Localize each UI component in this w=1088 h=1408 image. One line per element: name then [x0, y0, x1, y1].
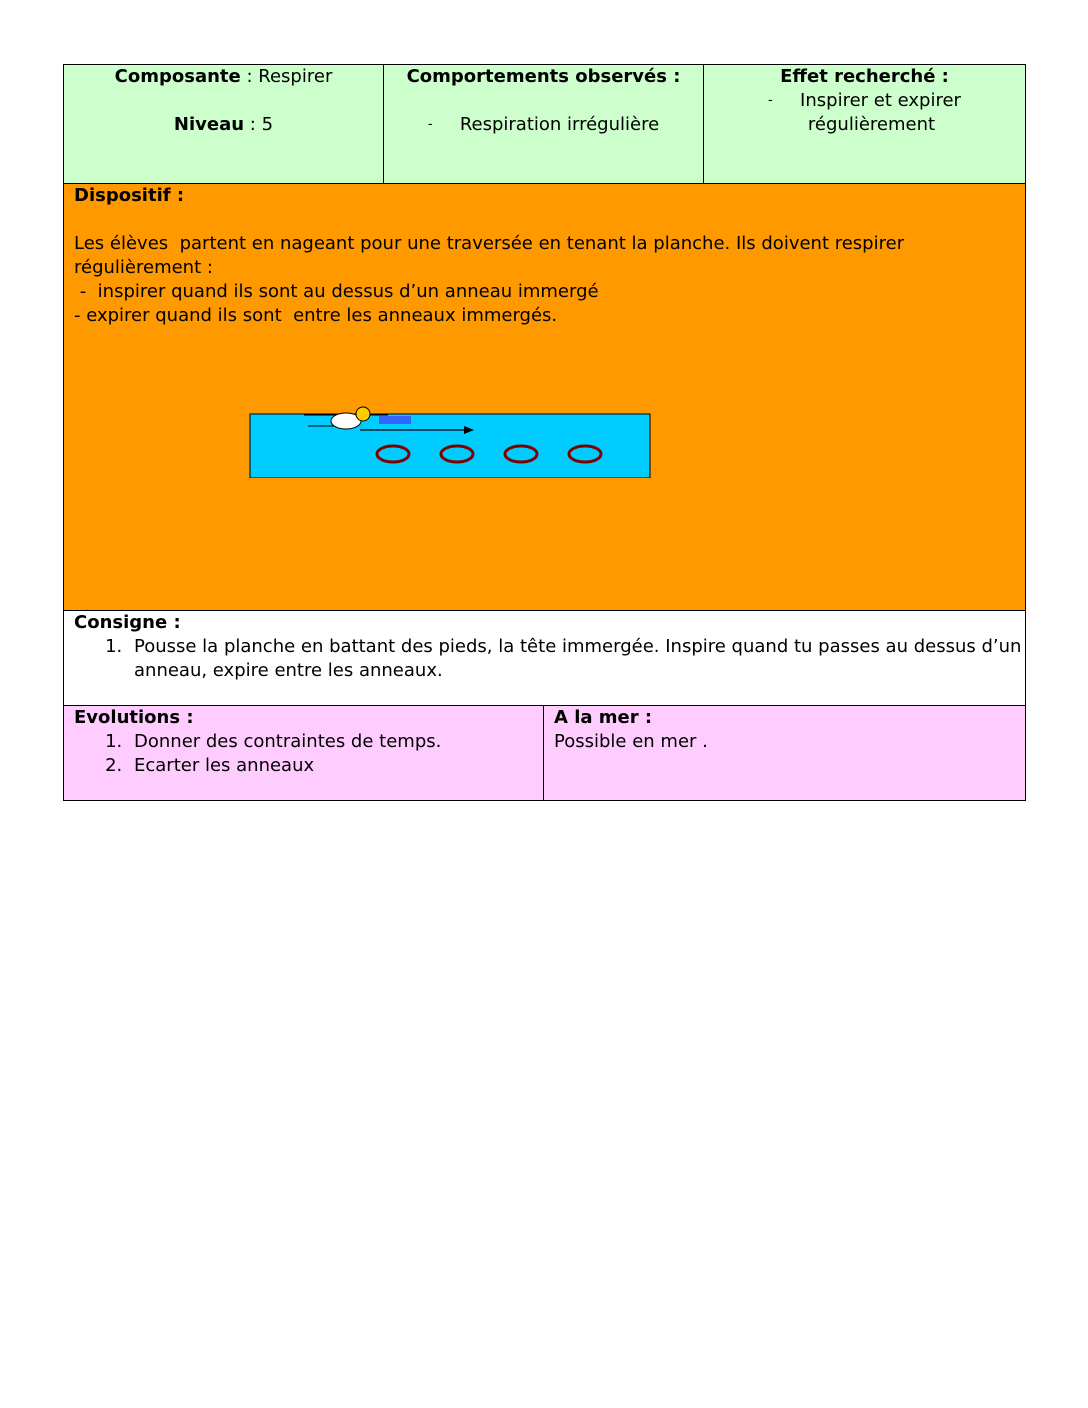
composante-value: Respirer	[258, 66, 333, 87]
comportements-item: Respiration irrégulière	[459, 114, 660, 135]
dispositif-text-line1: Les élèves partent en nageant pour une traversée en tenant la planche. Ils doivent respirer	[74, 233, 905, 254]
effet-label: Effet recherché :	[780, 66, 949, 87]
diagram-area	[64, 328, 1025, 610]
effet-item-line1: Inspirer et expirer	[800, 90, 961, 111]
effet-dash: -	[768, 93, 773, 108]
dispositif-cell	[64, 184, 1026, 611]
swimmer-head	[356, 407, 370, 421]
composante-label: Composante	[114, 66, 241, 87]
evolutions-cell	[64, 706, 544, 801]
composante-separator: :	[246, 66, 253, 87]
dispositif-item-expirer: - expirer quand ils sont entre les anneaux immergés.	[74, 305, 558, 326]
dispositif-text-line2: régulièrement :	[74, 257, 213, 278]
mer-title: A la mer :	[554, 707, 653, 728]
dispositif-title: Dispositif :	[74, 185, 185, 206]
exercise-sheet	[63, 64, 1026, 801]
effet-item-line2: régulièrement	[807, 114, 936, 135]
comportements-label: Comportements observés :	[406, 66, 681, 87]
mer-text: Possible en mer .	[554, 731, 708, 752]
pool-diagram	[248, 406, 652, 478]
evolutions-list	[64, 730, 543, 778]
comportements-dash: -	[427, 117, 433, 132]
comportements-cell	[384, 65, 704, 184]
composante-cell	[64, 65, 384, 184]
dispositif-item-inspirer: - inspirer quand ils sont au dessus d’un anneau immergé	[74, 281, 599, 302]
effet-cell	[704, 65, 1026, 184]
niveau-separator: :	[249, 114, 256, 135]
evolutions-item-2: 2. Ecarter les anneaux	[128, 754, 543, 778]
evolutions-item-1: 1. Donner des contraintes de temps.	[128, 730, 543, 754]
consigne-item: 1. Pousse la planche en battant des pieds, la tête immergée. Inspire quand tu passes au dessus d’un anneau, expire entre les anneaux.	[128, 635, 1025, 683]
kickboard	[379, 416, 411, 424]
consigne-title: Consigne :	[74, 612, 181, 633]
niveau-value: 5	[261, 114, 274, 135]
consigne-cell	[64, 611, 1026, 706]
niveau-label: Niveau	[173, 114, 245, 135]
consigne-list	[64, 635, 1025, 683]
evolutions-title: Evolutions :	[74, 707, 194, 728]
mer-cell	[544, 706, 1026, 801]
